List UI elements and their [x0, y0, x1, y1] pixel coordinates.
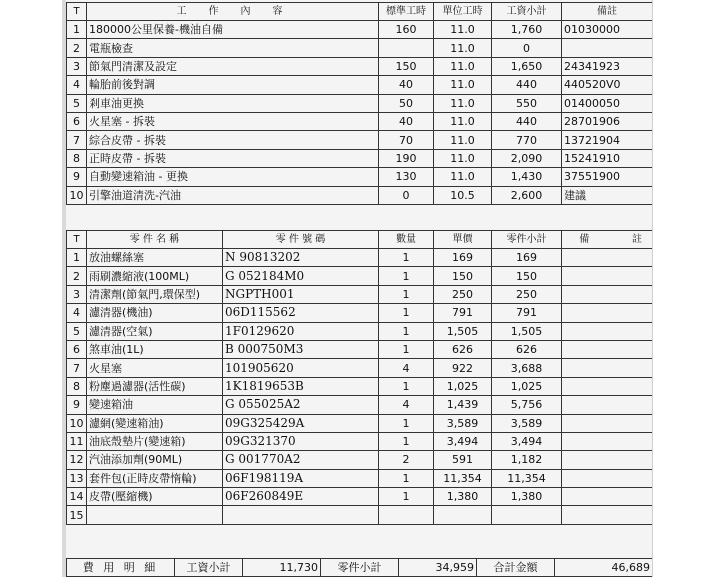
parts-header-number: 零 件 號 碼 — [223, 231, 379, 249]
labor-row-number: 10 — [67, 186, 87, 204]
labor-row-std-hours: 50 — [379, 94, 434, 112]
parts-header-price: 單價 — [434, 231, 492, 249]
labor-row — [67, 112, 653, 130]
parts-row-price: 169 — [434, 249, 492, 267]
parts-row-note — [562, 451, 653, 469]
summary-total-value: 46,689 — [555, 559, 653, 577]
parts-row-part-number: G 052184M0 — [223, 267, 379, 285]
parts-row-note — [562, 359, 653, 377]
labor-row-item: 正時皮帶 - 拆裝 — [87, 149, 379, 167]
parts-row-number: 15 — [67, 506, 87, 524]
parts-row-number: 5 — [67, 322, 87, 340]
parts-row-qty: 1 — [379, 304, 434, 322]
parts-row-subtotal: 11,354 — [492, 469, 562, 487]
labor-row-note: 24341923 — [562, 57, 653, 75]
labor-row — [67, 76, 653, 94]
parts-header-t: T — [67, 231, 87, 249]
labor-row-note: 440520V0 — [562, 76, 653, 94]
parts-row — [67, 267, 653, 285]
parts-row-note — [562, 432, 653, 450]
labor-row-subtotal: 0 — [492, 39, 562, 57]
labor-row — [67, 186, 653, 204]
parts-row — [67, 469, 653, 487]
labor-row-number: 7 — [67, 131, 87, 149]
labor-row-item: 節氣門清潔及設定 — [87, 57, 379, 75]
parts-row — [67, 285, 653, 303]
parts-row-qty — [379, 506, 434, 524]
labor-row-note: 建議 — [562, 186, 653, 204]
parts-row-name: 濾清器(機油) — [87, 304, 223, 322]
labor-row-std-hours: 40 — [379, 112, 434, 130]
parts-row-part-number: B 000750M3 — [223, 340, 379, 358]
labor-row-item: 剎車油更換 — [87, 94, 379, 112]
parts-row-name: 火星塞 — [87, 359, 223, 377]
labor-row-subtotal: 1,650 — [492, 57, 562, 75]
parts-row-number: 9 — [67, 396, 87, 414]
labor-row-note: 37551900 — [562, 168, 653, 186]
parts-row-price: 791 — [434, 304, 492, 322]
labor-row-number: 2 — [67, 39, 87, 57]
parts-row-name: 粉塵過濾器(活性碳) — [87, 377, 223, 395]
parts-row-part-number: G 055025A2 — [223, 396, 379, 414]
labor-row-note: 01030000 — [562, 21, 653, 39]
parts-row-name — [87, 506, 223, 524]
labor-row-std-hours: 150 — [379, 57, 434, 75]
parts-row-price: 150 — [434, 267, 492, 285]
parts-row-number: 10 — [67, 414, 87, 432]
labor-row-number: 8 — [67, 149, 87, 167]
parts-row-note — [562, 396, 653, 414]
labor-row-subtotal: 2,090 — [492, 149, 562, 167]
labor-header-note: 備註 — [562, 3, 653, 21]
labor-row-subtotal: 550 — [492, 94, 562, 112]
labor-row-item: 引擎油道清洗-汽油 — [87, 186, 379, 204]
parts-row-price: 1,505 — [434, 322, 492, 340]
parts-row — [67, 396, 653, 414]
parts-row-price: 1,380 — [434, 488, 492, 506]
labor-row-std-hours — [379, 39, 434, 57]
summary-labor-value: 11,730 — [243, 559, 321, 577]
labor-row-note: 01400050 — [562, 94, 653, 112]
parts-row-name: 變速箱油 — [87, 396, 223, 414]
labor-row-std-hours: 190 — [379, 149, 434, 167]
parts-row-price: 11,354 — [434, 469, 492, 487]
parts-row-note — [562, 469, 653, 487]
parts-row-price: 3,589 — [434, 414, 492, 432]
parts-row — [67, 432, 653, 450]
labor-row-unit-rate: 11.0 — [434, 21, 492, 39]
labor-row-number: 4 — [67, 76, 87, 94]
labor-row-note — [562, 39, 653, 57]
labor-row-number: 3 — [67, 57, 87, 75]
parts-row — [67, 377, 653, 395]
parts-row — [67, 414, 653, 432]
parts-row-number: 1 — [67, 249, 87, 267]
labor-row-std-hours: 70 — [379, 131, 434, 149]
parts-row — [67, 359, 653, 377]
labor-row — [67, 57, 653, 75]
parts-header-qty: 數量 — [379, 231, 434, 249]
labor-row-item: 自動變速箱油 - 更換 — [87, 168, 379, 186]
parts-row-note — [562, 506, 653, 524]
labor-header-unit-rate: 單位工時 — [434, 3, 492, 21]
parts-row-note — [562, 488, 653, 506]
parts-row-price: 3,494 — [434, 432, 492, 450]
labor-row-subtotal: 1,430 — [492, 168, 562, 186]
parts-header-note1: 備 — [562, 231, 607, 249]
parts-row — [67, 304, 653, 322]
parts-row-qty: 1 — [379, 340, 434, 358]
parts-row-part-number: 06F198119A — [223, 469, 379, 487]
labor-row-unit-rate: 11.0 — [434, 112, 492, 130]
parts-row-part-number: 101905620 — [223, 359, 379, 377]
parts-header-note2: 註 — [607, 231, 653, 249]
parts-row-subtotal: 5,756 — [492, 396, 562, 414]
parts-row-qty: 1 — [379, 377, 434, 395]
parts-header-name: 零 件 名 稱 — [87, 231, 223, 249]
labor-row-subtotal: 440 — [492, 112, 562, 130]
labor-row — [67, 168, 653, 186]
parts-row-price — [434, 506, 492, 524]
parts-row-subtotal: 250 — [492, 285, 562, 303]
summary-parts-value: 34,959 — [399, 559, 477, 577]
parts-row-part-number: 1F0129620 — [223, 322, 379, 340]
parts-row-price: 591 — [434, 451, 492, 469]
parts-row-subtotal: 1,505 — [492, 322, 562, 340]
labor-header-subtotal: 工資小計 — [492, 3, 562, 21]
parts-row-qty: 1 — [379, 488, 434, 506]
parts-row-part-number — [223, 506, 379, 524]
parts-row-number: 8 — [67, 377, 87, 395]
labor-row-item: 電瓶檢查 — [87, 39, 379, 57]
parts-header-row — [67, 231, 653, 249]
summary-labor-label: 工資小計 — [175, 559, 243, 577]
parts-header-subtotal: 零件小計 — [492, 231, 562, 249]
labor-row-unit-rate: 11.0 — [434, 149, 492, 167]
parts-row-subtotal: 791 — [492, 304, 562, 322]
labor-row-subtotal: 770 — [492, 131, 562, 149]
parts-row-part-number: 09G321370 — [223, 432, 379, 450]
labor-row-item: 綜合皮帶 - 拆裝 — [87, 131, 379, 149]
labor-row-item: 180000公里保養-機油自備 — [87, 21, 379, 39]
parts-row-price: 1,025 — [434, 377, 492, 395]
labor-row-subtotal: 1,760 — [492, 21, 562, 39]
labor-header-std-hours: 標準工時 — [379, 3, 434, 21]
labor-row-std-hours: 40 — [379, 76, 434, 94]
labor-row — [67, 39, 653, 57]
parts-row-part-number: 06F260849E — [223, 488, 379, 506]
labor-row-std-hours: 0 — [379, 186, 434, 204]
parts-row-qty: 1 — [379, 249, 434, 267]
labor-row-note: 28701906 — [562, 112, 653, 130]
parts-row-price: 250 — [434, 285, 492, 303]
labor-row-unit-rate: 11.0 — [434, 57, 492, 75]
parts-row-note — [562, 267, 653, 285]
parts-row-qty: 1 — [379, 414, 434, 432]
labor-row — [67, 21, 653, 39]
parts-row-subtotal: 3,494 — [492, 432, 562, 450]
parts-row-name: 套件包(正時皮帶惰輪) — [87, 469, 223, 487]
labor-row — [67, 149, 653, 167]
parts-row-number: 14 — [67, 488, 87, 506]
parts-row-qty: 2 — [379, 451, 434, 469]
parts-row-part-number: N 90813202 — [223, 249, 379, 267]
labor-row-unit-rate: 11.0 — [434, 94, 492, 112]
parts-row-part-number: 06D115562 — [223, 304, 379, 322]
parts-row-qty: 1 — [379, 322, 434, 340]
labor-row-subtotal: 440 — [492, 76, 562, 94]
parts-row-qty: 4 — [379, 359, 434, 377]
parts-row-name: 油底殼墊片(變速箱) — [87, 432, 223, 450]
labor-header-work: 工 作 內 容 — [87, 3, 379, 21]
parts-row-subtotal: 1,182 — [492, 451, 562, 469]
parts-row-part-number: 1K1819653B — [223, 377, 379, 395]
parts-row-number: 2 — [67, 267, 87, 285]
parts-row-part-number: G 001770A2 — [223, 451, 379, 469]
parts-row-name: 煞車油(1L) — [87, 340, 223, 358]
labor-row-subtotal: 2,600 — [492, 186, 562, 204]
parts-row-note — [562, 377, 653, 395]
parts-row-subtotal: 1,380 — [492, 488, 562, 506]
labor-row-number: 6 — [67, 112, 87, 130]
parts-row-subtotal: 3,688 — [492, 359, 562, 377]
summary-parts-label: 零件小計 — [321, 559, 399, 577]
parts-row-number: 6 — [67, 340, 87, 358]
parts-row-number: 7 — [67, 359, 87, 377]
labor-row-unit-rate: 10.5 — [434, 186, 492, 204]
parts-row-number: 3 — [67, 285, 87, 303]
labor-row-item: 火星塞 - 拆裝 — [87, 112, 379, 130]
labor-table — [66, 2, 653, 205]
parts-row-qty: 4 — [379, 396, 434, 414]
labor-row-unit-rate: 11.0 — [434, 76, 492, 94]
labor-row — [67, 94, 653, 112]
parts-row-number: 11 — [67, 432, 87, 450]
parts-row-name: 清潔劑(節氣門,環保型) — [87, 285, 223, 303]
parts-row-name: 濾網(變速箱油) — [87, 414, 223, 432]
labor-row-std-hours: 160 — [379, 21, 434, 39]
parts-row-qty: 1 — [379, 267, 434, 285]
parts-row-qty: 1 — [379, 469, 434, 487]
parts-row-subtotal: 169 — [492, 249, 562, 267]
summary-label: 費 用 明 細 — [67, 559, 175, 577]
labor-row-note: 15241910 — [562, 149, 653, 167]
parts-row-note — [562, 414, 653, 432]
parts-row-subtotal: 150 — [492, 267, 562, 285]
parts-row-number: 13 — [67, 469, 87, 487]
labor-row-number: 9 — [67, 168, 87, 186]
parts-row-name: 雨刷濃縮液(100ML) — [87, 267, 223, 285]
labor-row-unit-rate: 11.0 — [434, 168, 492, 186]
labor-row-number: 5 — [67, 94, 87, 112]
labor-row-item: 輪胎前後對調 — [87, 76, 379, 94]
parts-row-note — [562, 340, 653, 358]
parts-row-part-number: NGPTH001 — [223, 285, 379, 303]
labor-row-unit-rate: 11.0 — [434, 39, 492, 57]
parts-row — [67, 249, 653, 267]
parts-row-name: 濾清器(空氣) — [87, 322, 223, 340]
labor-row-note: 13721904 — [562, 131, 653, 149]
parts-row-name: 皮帶(壓縮機) — [87, 488, 223, 506]
parts-row-name: 汽油添加劑(90ML) — [87, 451, 223, 469]
parts-row-note — [562, 249, 653, 267]
parts-row — [67, 322, 653, 340]
parts-row-subtotal: 3,589 — [492, 414, 562, 432]
summary-row — [67, 559, 653, 577]
parts-row-part-number: 09G325429A — [223, 414, 379, 432]
parts-row-number: 4 — [67, 304, 87, 322]
parts-row-number: 12 — [67, 451, 87, 469]
labor-row — [67, 131, 653, 149]
parts-row-subtotal — [492, 506, 562, 524]
parts-row-qty: 1 — [379, 432, 434, 450]
parts-table — [66, 230, 653, 525]
parts-row-qty: 1 — [379, 285, 434, 303]
parts-row-subtotal: 626 — [492, 340, 562, 358]
parts-row-price: 922 — [434, 359, 492, 377]
parts-row-note — [562, 304, 653, 322]
parts-row — [67, 340, 653, 358]
labor-header-row — [67, 3, 653, 21]
parts-row — [67, 506, 653, 524]
labor-row-std-hours: 130 — [379, 168, 434, 186]
parts-row-name: 放油螺絲塞 — [87, 249, 223, 267]
labor-row-number: 1 — [67, 21, 87, 39]
parts-row-note — [562, 322, 653, 340]
parts-row-note — [562, 285, 653, 303]
summary-total-label: 合計金額 — [477, 559, 555, 577]
labor-header-t: T — [67, 3, 87, 21]
parts-row — [67, 451, 653, 469]
labor-row-unit-rate: 11.0 — [434, 131, 492, 149]
parts-row-price: 626 — [434, 340, 492, 358]
summary-table — [66, 558, 653, 577]
paper-edge-right — [652, 0, 653, 577]
parts-row-subtotal: 1,025 — [492, 377, 562, 395]
parts-row-price: 1,439 — [434, 396, 492, 414]
parts-row — [67, 488, 653, 506]
